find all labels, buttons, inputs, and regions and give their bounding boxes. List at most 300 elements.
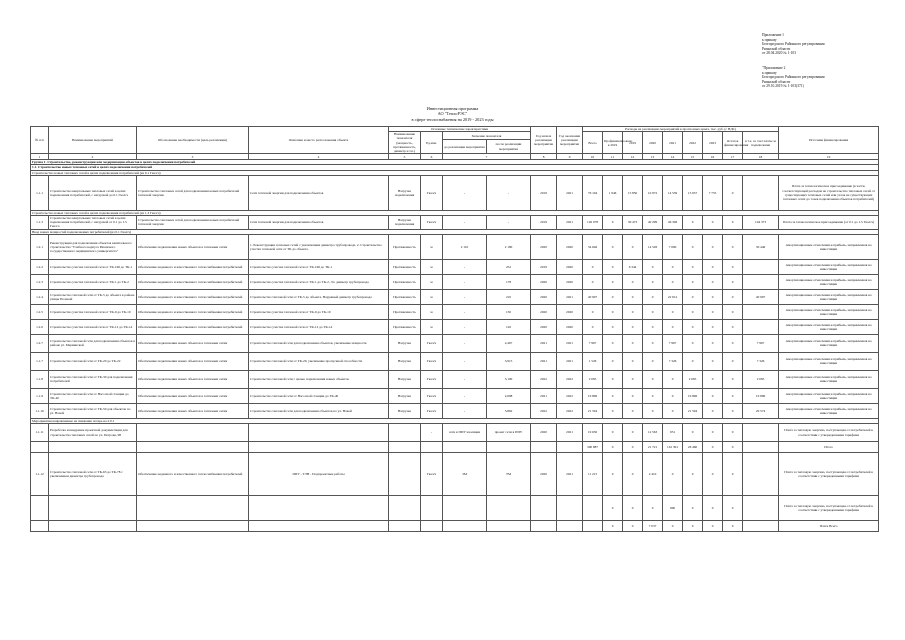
row-value-after: 3,862 xyxy=(487,403,531,418)
row-year-start xyxy=(531,496,557,521)
row-2021: 0 xyxy=(663,304,683,319)
column-number: 12 xyxy=(623,154,643,160)
row-value-after: ТМ xyxy=(487,453,531,496)
row-year-end: 2020 xyxy=(557,234,583,259)
row-value-before xyxy=(443,521,487,532)
row-justification: Строительство тепловых сетей для подключения новых потребителей тепловой энергии xyxy=(137,216,249,230)
row-incl xyxy=(743,175,779,210)
row-source: Плата за тепловую энергию, поступающая от потребителей в соответствии с утвержденными тарифами xyxy=(779,424,879,442)
row-remaining: 0 xyxy=(723,403,743,418)
table-row xyxy=(31,388,879,403)
row-2021: 7 690 xyxy=(663,234,683,259)
row-year-end: 2021 xyxy=(557,424,583,442)
row-total: 34 646 xyxy=(583,234,603,259)
row-value-after: 2,467 xyxy=(487,334,531,352)
row-spent: 0 xyxy=(603,388,623,403)
row-value-after xyxy=(487,442,531,453)
row-name: Строительство участка тепловой сети от ТК-196 до ТК-1 xyxy=(49,259,137,274)
row-incl xyxy=(743,319,779,334)
row-tech-param: Нагрузка xyxy=(389,403,421,418)
row-number: 1.1.9 xyxy=(31,388,49,403)
row-2019: 0 xyxy=(623,388,643,403)
column-number: 1 xyxy=(31,154,49,160)
row-2019: 39 473 xyxy=(623,216,643,230)
row-name: Строительство квартальных тепловых сетей в целях подключения потребителей, с нагрузкой от 0.1 до 1.5 Гкал/ч xyxy=(49,216,137,230)
row-year-start: 2020 xyxy=(531,304,557,319)
row-tech-param: Нагрузка xyxy=(389,334,421,352)
row-year-start: 2021 xyxy=(531,334,557,352)
row-2022: 0 xyxy=(683,216,703,230)
row-2021: 0 xyxy=(663,403,683,418)
header-incl: в т.ч. за счет платы за подключение xyxy=(743,132,779,154)
column-number: 15 xyxy=(683,154,703,160)
row-total: 1 526 xyxy=(583,352,603,370)
title-line: Инвестиционная программа xyxy=(426,106,479,111)
row-justification: Обеспечение надежного и качественного теплоснабжения потребителей xyxy=(137,289,249,304)
header-unit: Ед.изм. xyxy=(421,132,443,154)
header-num: № п/п xyxy=(31,127,49,154)
row-value-before: - xyxy=(443,289,487,304)
table-row xyxy=(31,274,879,289)
row-unit: Гкал/ч xyxy=(421,175,443,210)
row-total: 2 065 xyxy=(583,370,603,388)
row-total: 19 896 xyxy=(583,388,603,403)
row-justification xyxy=(137,424,249,442)
row-2022: 19 896 xyxy=(683,388,703,403)
row-2022: 0 xyxy=(683,234,703,259)
row-value-after: 120 xyxy=(487,319,531,334)
title-line: в сфере теплоснабжения на 2019 - 2023 годы xyxy=(411,116,494,122)
row-value-after: проект сети в ППУ xyxy=(487,424,531,442)
row-year-end: 2020 xyxy=(557,259,583,274)
row-tech-param: Протяженность xyxy=(389,319,421,334)
column-number: 3 xyxy=(137,154,249,160)
row-incl xyxy=(743,304,779,319)
annex-line: Рязанской области xyxy=(762,46,791,51)
header-spent: Профинансировано к 2019 xyxy=(603,132,623,154)
row-total: 0 xyxy=(583,274,603,289)
row-number: 1.1.7 xyxy=(31,352,49,370)
row-value-before: - xyxy=(443,175,487,210)
row-name: Строительство тепловой сети от ТК-5 до объекта в районе улицы Полевой xyxy=(49,289,137,304)
row-2019: 0 xyxy=(623,370,643,388)
row-value-before: сети в ППУ изоляции xyxy=(443,424,487,442)
row-remaining: 0 xyxy=(723,234,743,259)
row-value-after: - xyxy=(487,216,531,230)
header-year-start: Год начала реализации мероприятия xyxy=(531,127,557,154)
table-row xyxy=(31,175,879,210)
row-year-start xyxy=(531,442,557,453)
row-total: 7 967 xyxy=(583,334,603,352)
row-source: Амортизационные отчисления и прибыль, направленная на инвестиции xyxy=(779,388,879,403)
row-v20: 2 410 xyxy=(643,453,663,496)
row-justification: Строительство тепловых сетей для подключения новых потребителей тепловой энергии xyxy=(137,175,249,210)
row-year-end: 2022 xyxy=(557,403,583,418)
row-spent: 0 xyxy=(603,442,623,453)
row-value-after: 210 xyxy=(487,289,531,304)
row-description: Строительство тепловой сети для подключения объектов, увеличение мощности xyxy=(249,334,389,352)
row-year-end: 2021 xyxy=(557,334,583,352)
row-2022: 0 xyxy=(683,289,703,304)
row-number: 1.2.6 xyxy=(31,319,49,334)
row-unit: м xyxy=(421,319,443,334)
column-number: 5 xyxy=(389,154,421,160)
row-description: Строительство тепловой сети от ТК-20, увеличение пропускной способности xyxy=(249,352,389,370)
row-value-after: 150 xyxy=(487,304,531,319)
row-value-before: - xyxy=(443,388,487,403)
row-2023: 7 755 xyxy=(703,175,723,210)
table-row xyxy=(31,259,879,274)
header-2019: 2019 xyxy=(623,132,643,154)
row-justification xyxy=(137,496,249,521)
table-row xyxy=(31,496,879,521)
row-number xyxy=(31,442,49,453)
table-row xyxy=(31,424,879,442)
row-2023: 0 xyxy=(703,334,723,352)
row-spent: 0 xyxy=(603,521,623,532)
row-unit: Гкал/ч xyxy=(421,216,443,230)
row-total: 11 215 xyxy=(583,453,603,496)
row-year-end: 2022 xyxy=(557,388,583,403)
row-number: 1.2.1 xyxy=(31,234,49,259)
row-name: Строительство тепловой сети от ТК-30 для подключения потребителей xyxy=(49,370,137,388)
row-2023: 0 xyxy=(703,304,723,319)
row-rem: 0 xyxy=(723,453,743,496)
row-incl xyxy=(743,259,779,274)
row-unit: м xyxy=(421,304,443,319)
row-value-before: 3М xyxy=(443,453,487,496)
row-unit: Гкал/ч xyxy=(421,453,443,496)
row-justification xyxy=(137,442,249,453)
row-value-before xyxy=(443,442,487,453)
table-row xyxy=(31,442,879,453)
row-description: Сети тепловой энергии для подключения объектов xyxy=(249,175,389,210)
row-source: Плата за технологическое присоединение (в части, соответствующей расходам на строительство тепловых сетей от существующих тепловых сетей или узлов на существующих тепловых сетях до точек подключения объектов потребителей) xyxy=(779,175,879,210)
column-number: 19 xyxy=(779,154,879,160)
row-2019: 0 xyxy=(623,334,643,352)
table-row xyxy=(31,334,879,352)
row-v19: 0 xyxy=(623,424,643,442)
row-spent: 0 xyxy=(603,370,623,388)
column-number: 9 xyxy=(557,154,583,160)
row-tech-param: Нагрузка xyxy=(389,352,421,370)
table-row xyxy=(31,403,879,418)
row-total: 0 xyxy=(583,304,603,319)
row-incl: 40 907 xyxy=(743,289,779,304)
row-2022: 0 xyxy=(683,259,703,274)
row-2021: 0 xyxy=(663,370,683,388)
row-unit xyxy=(421,521,443,532)
row-spent: 0 xyxy=(603,319,623,334)
table-row xyxy=(31,304,879,319)
row-year-start: 2020 xyxy=(531,319,557,334)
row-value-after: 252 xyxy=(487,259,531,274)
row-2019: 15 850 xyxy=(623,175,643,210)
row-justification: Обеспечение подключения новых объектов к тепловым сетям xyxy=(137,334,249,352)
row-v21: 990 xyxy=(663,496,683,521)
row-value-before: - xyxy=(443,370,487,388)
row-number xyxy=(31,521,49,532)
header-2020: 2020 xyxy=(643,132,663,154)
row-year-end: 2020 xyxy=(557,274,583,289)
row-number: 1.1.12 xyxy=(31,453,49,496)
header-remaining: Остаток финансирования xyxy=(723,132,743,154)
row-number: 1.1.11 xyxy=(31,424,49,442)
row-justification: Обеспечение надежного и качественного теплоснабжения потребителей xyxy=(137,274,249,289)
row-number: 1.1.8 xyxy=(31,370,49,388)
row-tech-param: Протяженность xyxy=(389,259,421,274)
row-number: 1.1.1 xyxy=(31,175,49,210)
row-source: Амортизационные отчисления и прибыль, направленная на инвестиции xyxy=(779,274,879,289)
row-2023: 0 xyxy=(703,388,723,403)
row-number: 1.2.2 xyxy=(31,259,49,274)
row-incl xyxy=(743,274,779,289)
row-2020: 0 xyxy=(643,403,663,418)
row-value-before: - xyxy=(443,319,487,334)
row-v19: 0 xyxy=(623,496,643,521)
row-description: ППУ - ТЭН - Подпроектные работы xyxy=(249,453,389,496)
row-year-start xyxy=(531,521,557,532)
row-incl: 2 065 xyxy=(743,370,779,388)
row-year-end: 2022 xyxy=(557,370,583,388)
table-row xyxy=(31,521,879,532)
row-year-end: 2021 xyxy=(557,352,583,370)
row-incl: 104 373 xyxy=(743,216,779,230)
row-spent: 0 xyxy=(603,453,623,496)
row-unit: м xyxy=(421,234,443,259)
document-title xyxy=(140,106,765,122)
row-2019: 0 xyxy=(623,352,643,370)
row-source: Плата за технологическое присоединение (от 0.1 до 1.5 Гкал/ч) xyxy=(779,216,879,230)
header-2023: 2023 xyxy=(703,132,723,154)
row-2020: 10 972 xyxy=(643,175,663,210)
column-number: 14 xyxy=(663,154,683,160)
row-tech-param xyxy=(389,521,421,532)
row-year-end: 2021 xyxy=(557,289,583,304)
header-total: Всего xyxy=(583,132,603,154)
row-remaining: 0 xyxy=(723,259,743,274)
table-row xyxy=(31,234,879,259)
column-number: 2 xyxy=(49,154,137,160)
header-2021: 2021 xyxy=(663,132,683,154)
row-description: Строительство участка тепловой сети от ТК-12 до ТК-14 xyxy=(249,319,389,334)
row-name: Строительство участка тепловой сети от ТК-1 до ТК-2 xyxy=(49,274,137,289)
annex-line: к приказу xyxy=(762,37,777,42)
row-total xyxy=(583,496,603,521)
row-tech-param: Нагрузка подключения xyxy=(389,216,421,230)
row-description: Сети тепловой энергии для подключения объектов xyxy=(249,216,389,230)
column-number: 6 xyxy=(421,154,443,160)
row-value-after: 2 180 xyxy=(487,234,531,259)
row-2019: 0 xyxy=(623,319,643,334)
column-number: 10 xyxy=(583,154,603,160)
row-incl xyxy=(743,424,779,442)
row-year-start: 2021 xyxy=(531,352,557,370)
row-2020: 40 299 xyxy=(643,216,663,230)
row-name: Строительство участка тепловой сети от ТК-12 до ТК-14 xyxy=(49,319,137,334)
row-source: Итого xyxy=(779,442,879,453)
row-name xyxy=(49,521,137,532)
row-justification: Обеспечение подключения новых объектов к тепловым сетям xyxy=(137,352,249,370)
annex-line: Белгородского Районного регулирования xyxy=(762,75,825,80)
row-year-start: 2022 xyxy=(531,403,557,418)
row-2019: 0 xyxy=(623,274,643,289)
row-source: Амортизационные отчисления и прибыль, направленная на инвестиции xyxy=(779,234,879,259)
row-v22: 0 xyxy=(683,496,703,521)
row-justification: Обеспечение надежного и качественного теплоснабжения потребителей xyxy=(137,453,249,496)
investment-program-table xyxy=(30,126,879,532)
row-year-end xyxy=(557,442,583,453)
header-source: Источник финансирования xyxy=(779,127,879,154)
row-name xyxy=(49,496,137,521)
row-2021: 7 326 xyxy=(663,352,683,370)
header-year-end: Год окончания реализации мероприятия xyxy=(557,127,583,154)
row-2022: 0 xyxy=(683,304,703,319)
row-v19: 0 xyxy=(623,453,643,496)
row-2019: 0 xyxy=(623,289,643,304)
row-2023: 0 xyxy=(703,352,723,370)
row-year-end: 2021 xyxy=(557,216,583,230)
row-tech-param xyxy=(389,496,421,521)
row-year-start: 2020 xyxy=(531,234,557,259)
row-name: Строительство тепловой сети от Насосной станции до ТК-40 xyxy=(49,388,137,403)
row-source: Амортизационные отчисления и прибыль, направленная на инвестиции xyxy=(779,370,879,388)
row-rem: 0 xyxy=(723,424,743,442)
row-unit: Гкал/ч xyxy=(421,334,443,352)
row-2021: 0 xyxy=(663,319,683,334)
row-description xyxy=(249,424,389,442)
row-remaining: 0 xyxy=(723,388,743,403)
annex-line: "Приложение 2 xyxy=(762,66,786,70)
row-spent: 1 946 xyxy=(603,175,623,210)
row-spent: 0 xyxy=(603,259,623,274)
row-remaining: 0 xyxy=(723,304,743,319)
row-name: Строительство квартальных тепловых сетей в целях подключения потребителей, с нагрузкой до 0.1 Гкал/ч xyxy=(49,175,137,210)
row-spent: 0 xyxy=(603,216,623,230)
row-remaining: 0 xyxy=(723,274,743,289)
column-number: 11 xyxy=(603,154,623,160)
row-2023: 0 xyxy=(703,403,723,418)
row-tech-param: Нагрузка xyxy=(389,388,421,403)
row-tech-param: Протяженность xyxy=(389,289,421,304)
row-number: 1.2.4 xyxy=(31,289,49,304)
row-year-start: 2020 xyxy=(531,424,557,442)
row-description xyxy=(249,442,389,453)
row-name: Разработка и внедрение проектной документации для строительства тепловых сетей по ул. Петрова, 98 xyxy=(49,424,137,442)
row-description: Строительство участка тепловой сети от ТК-1 до ТК-2, Эл. диаметр трубопровода xyxy=(249,274,389,289)
row-number: 1.1.10 xyxy=(31,403,49,418)
row-2023: 0 xyxy=(703,289,723,304)
row-spent: 0 xyxy=(603,496,623,521)
row-rem: 0 xyxy=(723,521,743,532)
row-name: Строительство участка тепловой сети от ТК-9 до ТК-10 xyxy=(49,304,137,319)
row-justification: Обеспечение надежного и качественного теплоснабжения потребителей xyxy=(137,259,249,274)
row-v22: 0 xyxy=(683,521,703,532)
row-unit: Гкал/ч xyxy=(421,388,443,403)
annex-line: к приказу xyxy=(762,70,777,75)
row-v19: 0 xyxy=(623,442,643,453)
table-row xyxy=(31,216,879,230)
row-description: 1. Реконструкция тепловых сетей с увеличением диаметра трубопровода. 2. Строительство участка тепловой сети от ТК до объекта. xyxy=(249,234,389,259)
row-source: Плата Всего xyxy=(779,521,879,532)
row-source: Амортизационные отчисления и прибыль, направленная на инвестиции xyxy=(779,259,879,274)
row-remaining: 0 xyxy=(723,175,743,210)
row-v21: 951 xyxy=(663,424,683,442)
row-year-end: 2021 xyxy=(557,175,583,210)
row-justification: Обеспечение надежного и качественного теплоснабжения потребителей xyxy=(137,304,249,319)
row-value-before: - xyxy=(443,352,487,370)
row-incl xyxy=(743,496,779,521)
row-description: Строительство тепловой сети для подключения объектов по ул. Новой xyxy=(249,403,389,418)
row-total: 0 xyxy=(583,319,603,334)
row-source: Амортизационные отчисления и прибыль, направленная на инвестиции xyxy=(779,304,879,319)
row-description: Строительство участка тепловой сети от ТК-9 до ТК-10 xyxy=(249,304,389,319)
row-2023: 0 xyxy=(703,319,723,334)
row-year-start: 2019 xyxy=(531,216,557,230)
row-name: Строительство тепловой сети от ТК-20 до ТК-22 xyxy=(49,352,137,370)
row-value-after: 3,915 xyxy=(487,352,531,370)
row-year-start: 2020 xyxy=(531,289,557,304)
row-2020: 0 xyxy=(643,388,663,403)
row-value-after xyxy=(487,521,531,532)
row-2021: 22 612 xyxy=(663,289,683,304)
row-year-start: 2019 xyxy=(531,259,557,274)
row-source: Амортизационные отчисления и прибыль, направленная на инвестиции xyxy=(779,352,879,370)
row-year-end xyxy=(557,521,583,532)
row-rem: 0 xyxy=(723,442,743,453)
row-tech-param: Протяженность xyxy=(389,234,421,259)
section-group-last-label: Мероприятия направленные на снижение потерь на 2.0.1 xyxy=(31,418,879,423)
row-number: 1.2.7 xyxy=(31,334,49,352)
row-v21: 0 xyxy=(663,453,683,496)
row-incl: 7 967 xyxy=(743,334,779,352)
row-2020: 0 xyxy=(643,289,663,304)
row-2022: 2 065 xyxy=(683,370,703,388)
row-year-start: 2019 xyxy=(531,175,557,210)
header-2022: 2022 xyxy=(683,132,703,154)
row-justification xyxy=(137,521,249,532)
row-unit: Гкал/ч xyxy=(421,352,443,370)
table-body xyxy=(31,160,879,532)
row-unit xyxy=(421,496,443,521)
column-number: 8 xyxy=(531,154,557,160)
row-v22: 0 xyxy=(683,424,703,442)
row-source: Плата за тепловую энергию, поступающая от потребителей в соответствии с утвержденными тарифами xyxy=(779,453,879,496)
row-justification: Обеспечение подключения новых объектов к тепловым сетям xyxy=(137,234,249,259)
table-row xyxy=(31,453,879,496)
row-v20: 0 xyxy=(643,496,663,521)
row-2020: 0 xyxy=(643,334,663,352)
row-remaining: 0 xyxy=(723,334,743,352)
row-2020: 0 xyxy=(643,352,663,370)
row-2019: 0 xyxy=(623,234,643,259)
row-tech-param xyxy=(389,424,421,442)
row-year-start: 2021 xyxy=(531,388,557,403)
row-2020: 0 xyxy=(643,370,663,388)
title-line: АО "ТеплоРЭС" xyxy=(437,111,468,117)
row-remaining: 0 xyxy=(723,216,743,230)
row-total: 21 594 xyxy=(583,403,603,418)
header-justification: Обоснование необходимости (цель реализации) xyxy=(137,127,249,154)
row-value-after xyxy=(487,496,531,521)
row-2021: 14 539 xyxy=(663,175,683,210)
row-2019: 0 xyxy=(623,403,643,418)
row-value-after: 3,190 xyxy=(487,370,531,388)
row-name: Строительство тепловой сети для подключения объектов в районе ул. Мервинской xyxy=(49,334,137,352)
annex-1-reference xyxy=(762,33,825,56)
column-number: 7 xyxy=(443,154,531,160)
row-value-before: - xyxy=(443,259,487,274)
